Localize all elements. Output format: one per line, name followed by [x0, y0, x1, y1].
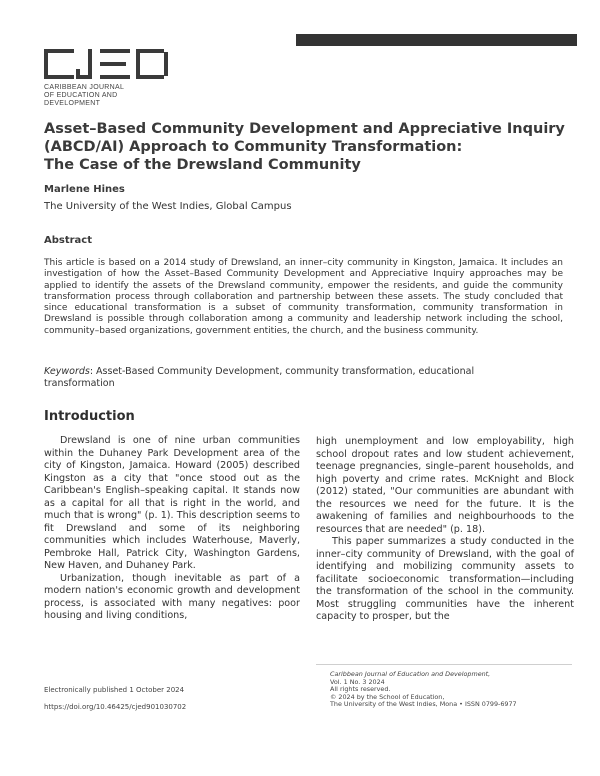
journal-name	[44, 84, 184, 108]
journal-name-line: CARIBBEAN JOURNAL	[44, 84, 125, 91]
journal-name-line: DEVELOPMENT	[44, 100, 101, 107]
author-affiliation: The University of the West Indies, Global Campus	[44, 201, 292, 212]
paragraph: Urbanization, though inevitable as part of a modern nation's economic growth and development process, is associated with many negatives: poor housing and living conditions,	[44, 572, 300, 621]
paragraph: high unemployment and low employability, high school dropout rates and low student achievement, teenage pregnancies, single–parent households, and high poverty and crime rates. McKnight and Block (2012) stated, "Our communities are abundant with the resources we need for the future. It is the awakening of families and neighbourhoods to the resources that are needed" (p. 18).	[316, 436, 574, 535]
keywords-label: Keywords	[44, 366, 90, 377]
journal-logo	[44, 47, 172, 85]
journal-citation	[330, 671, 517, 709]
author-name: Marlene Hines	[44, 184, 125, 195]
published-date: Electronically published 1 October 2024	[44, 686, 185, 694]
title-line: (ABCD/AI) Approach to Community Transformation:	[44, 139, 463, 155]
doi-link[interactable]: https://doi.org/10.46425/cjed901030702	[44, 703, 187, 711]
cjed-logo-icon	[44, 47, 172, 81]
rights-statement: All rights reserved.	[330, 685, 391, 694]
title-line: The Case of the Drewsland Community	[44, 157, 361, 173]
header-bar	[296, 34, 577, 46]
article-title	[44, 120, 564, 174]
introduction-heading: Introduction	[44, 409, 135, 424]
footer-divider	[316, 664, 572, 665]
journal-volume: Vol. 1 No. 3 2024	[330, 677, 385, 686]
paragraph: This paper summarizes a study conducted in the inner–city community of Drewsland, with the goal of identifying and mobilizing community assets to facilitate socioeconomic transformation—including the transformation of the school in the community. Most struggling communities have the inherent capacity to prosper, but the	[316, 536, 574, 622]
body-column-right	[316, 436, 574, 624]
abstract-heading: Abstract	[44, 235, 93, 246]
journal-title: Caribbean Journal of Education and Development,	[330, 670, 491, 678]
abstract-text: This article is based on a 2014 study of Drewsland, an inner–city community in Kingston, Jamaica. It includes an investigation of how the Asset–Based Community Development and Appreciative Inquiry approaches may be applied to identify the assets of the Drewsland community, empower the residents, and guide the community transformation process through collaboration and partnership between these assets. The study concluded that since educational transformation is a subset of community transformation, community transformation in Drewsland is possible through collaboration among a community and leadership network including the school, community–based organizations, government entities, the church, and the business community.	[44, 258, 563, 336]
body-column-left	[44, 435, 300, 623]
title-line: Asset–Based Community Development and Appreciative Inquiry	[44, 121, 565, 137]
keywords-text: : Asset-Based Community Development, community transformation, educational transformation	[44, 366, 475, 389]
paragraph: Drewsland is one of nine urban communities within the Duhaney Park Development area of the city of Kingston, Jamaica. Howard (2005) described Kingston as a city that "once stood out as the Caribbean's English–speaking capital. It stands now as a capital for all that is right in the world, and much that is wrong" (p. 1). This description seems to fit Drewsland and some of its neighboring communities which includes Waterhouse, Maverly, Pembroke Hall, Patrick City, Washington Gardens, New Haven, and Duhaney Park.	[44, 435, 300, 571]
issn: The University of the West Indies, Mona • ISSN 0799-6977	[330, 700, 517, 709]
journal-name-line: OF EDUCATION AND	[44, 92, 118, 99]
publication-info	[44, 686, 186, 720]
keywords	[44, 366, 524, 389]
copyright: © 2024 by the School of Education,	[330, 692, 445, 701]
